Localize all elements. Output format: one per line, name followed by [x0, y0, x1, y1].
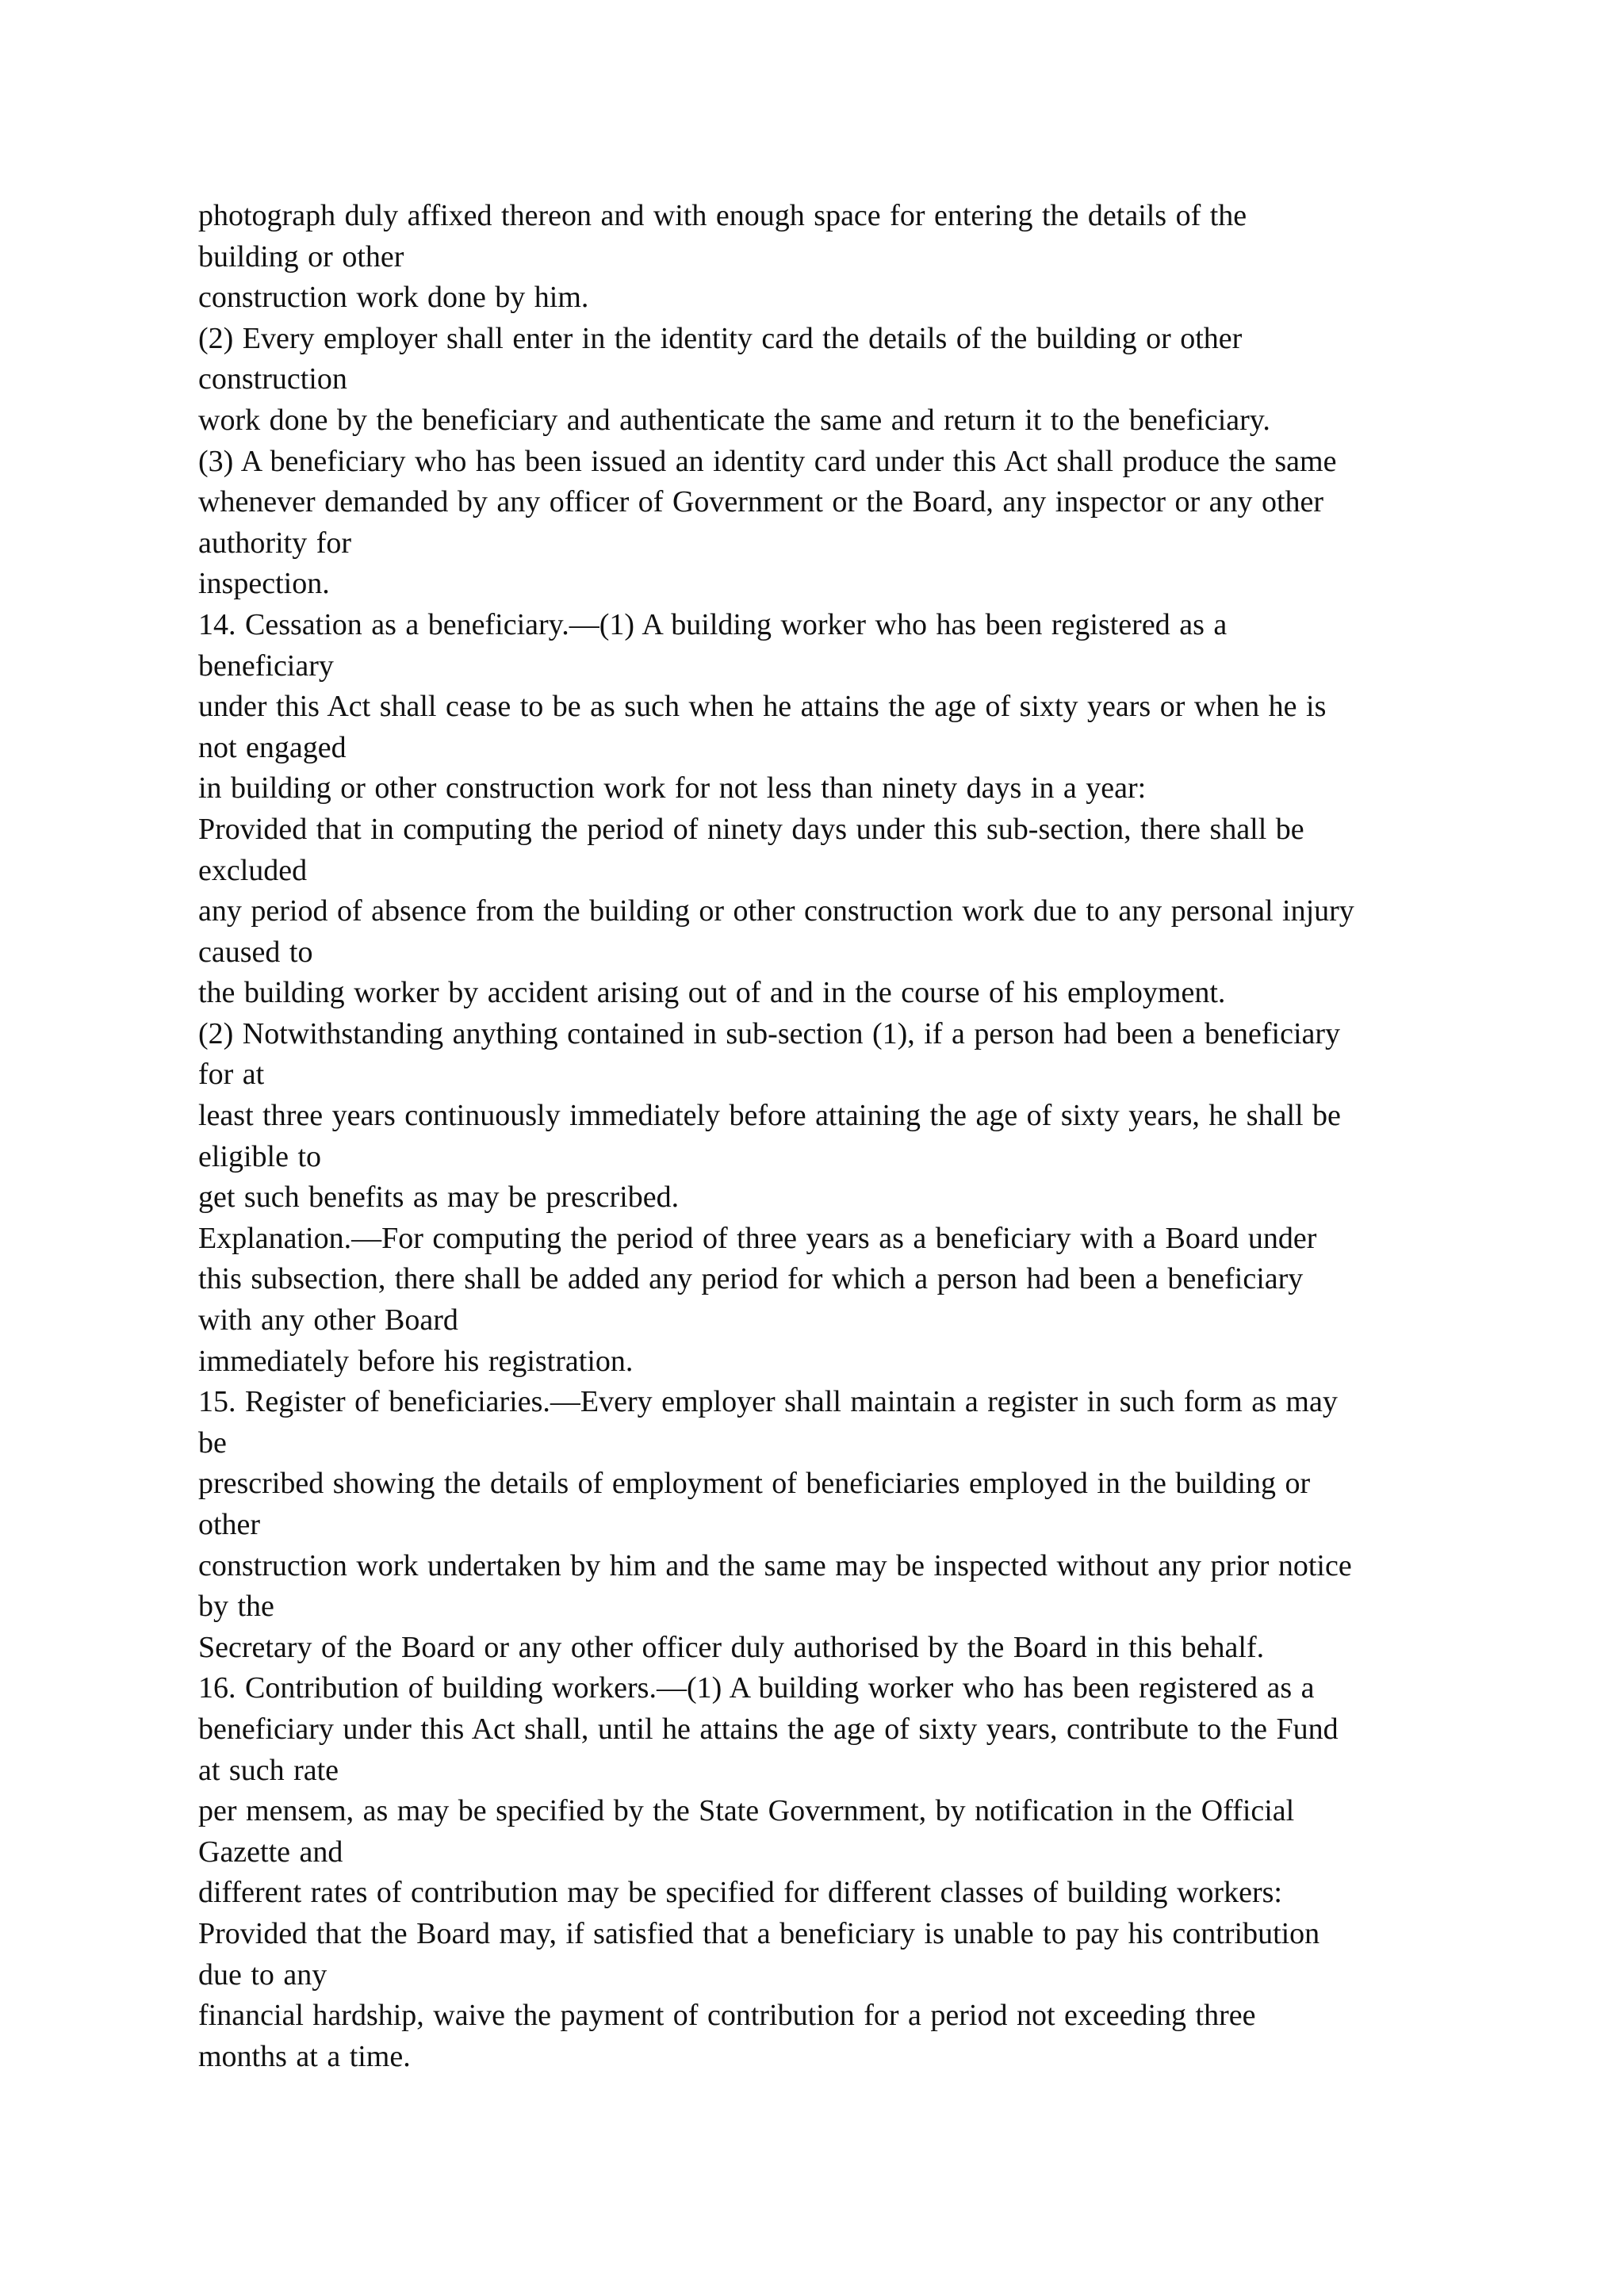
text-line: construction work done by him. [198, 281, 589, 315]
text-line: at such rate [198, 1753, 339, 1787]
document-body [198, 196, 1443, 2077]
text-line: Provided that in computing the period of ninety days under this sub-section, there shall be [198, 812, 1304, 846]
text-line: inspection. [198, 567, 330, 601]
text-line: immediately before his registration. [198, 1344, 634, 1378]
section-heading-16: 16. Contribution of building workers.—(1) A building worker who has been registered as a [198, 1671, 1315, 1705]
text-line: excluded [198, 853, 308, 887]
text-line: this subsection, there shall be added any period for which a person had been a beneficiary [198, 1262, 1304, 1296]
text-line: be [198, 1425, 227, 1460]
text-line: authority for [198, 526, 352, 560]
text-line: months at a time. [198, 2039, 411, 2073]
text-line: per mensem, as may be specified by the State Government, by notification in the Official [198, 1794, 1295, 1828]
text-line: photograph duly affixed thereon and with enough space for entering the details of the [198, 199, 1247, 232]
section-heading-14: 14. Cessation as a beneficiary.—(1) A building worker who has been registered as a [198, 607, 1228, 641]
text-line: building or other [198, 239, 404, 274]
text-line: different rates of contribution may be specified for different classes of building workers: [198, 1876, 1282, 1910]
text-line: under this Act shall cease to be as such when he attains the age of sixty years or when he is [198, 690, 1327, 724]
text-line: Gazette and [198, 1835, 343, 1869]
section-heading-15: 15. Register of beneficiaries.—Every employer shall maintain a register in such form as may [198, 1385, 1338, 1419]
text-line: other [198, 1508, 261, 1541]
explanation-line: Explanation.—For computing the period of three years as a beneficiary with a Board under [198, 1221, 1317, 1255]
text-line: with any other Board [198, 1303, 458, 1337]
text-line: eligible to [198, 1139, 322, 1173]
text-line: (2) Notwithstanding anything contained in sub-section (1), if a person had been a beneficiary [198, 1016, 1341, 1050]
text-line: caused to [198, 935, 313, 969]
text-line: financial hardship, waive the payment of contribution for a period not exceeding three [198, 1999, 1256, 2033]
text-line: not engaged [198, 730, 347, 764]
text-line: work done by the beneficiary and authenticate the same and return it to the beneficiary. [198, 403, 1270, 437]
text-line: (3) A beneficiary who has been issued an identity card under this Act shall produce the same [198, 444, 1337, 478]
text-line: get such benefits as may be prescribed. [198, 1181, 680, 1215]
text-line: by the [198, 1590, 274, 1624]
text-line: in building or other construction work for not less than ninety days in a year: [198, 771, 1147, 806]
text-line: Secretary of the Board or any other officer duly authorised by the Board in this behalf. [198, 1630, 1265, 1664]
text-line: the building worker by accident arising out of and in the course of his employment. [198, 976, 1226, 1010]
text-line: construction [198, 362, 347, 396]
text-line: beneficiary [198, 649, 334, 683]
text-line: prescribed showing the details of employment of beneficiaries employed in the building or [198, 1467, 1311, 1501]
text-line: due to any [198, 1957, 327, 1992]
text-line: for at [198, 1058, 265, 1092]
text-line: Provided that the Board may, if satisfied that a beneficiary is unable to pay his contribution [198, 1916, 1320, 1950]
text-line: least three years continuously immediately before attaining the age of sixty years, he shall be [198, 1099, 1341, 1133]
text-line: (2) Every employer shall enter in the identity card the details of the building or other [198, 321, 1243, 355]
text-line: construction work undertaken by him and the same may be inspected without any prior notice [198, 1548, 1352, 1582]
text-line: whenever demanded by any officer of Government or the Board, any inspector or any other [198, 485, 1324, 519]
text-line: beneficiary under this Act shall, until he attains the age of sixty years, contribute to the Fund [198, 1712, 1339, 1746]
text-line: any period of absence from the building or other construction work due to any personal injury [198, 894, 1354, 928]
